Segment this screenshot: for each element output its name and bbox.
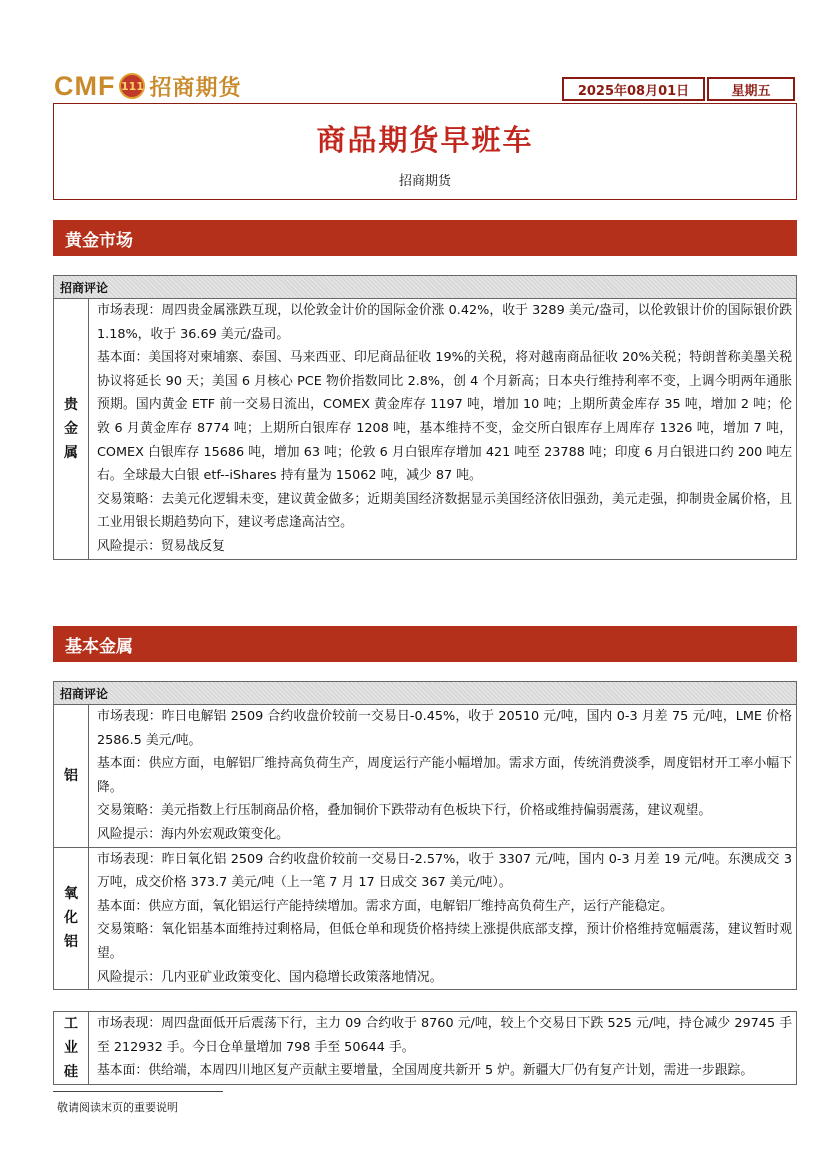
- paragraph-fundamentals: 基本面：供应方面，电解铝厂维持高负荷生产，周度运行产能小幅增加。需求方面，传统消费淡季，周度铝材开工率小幅下降。: [97, 756, 792, 795]
- row-label-alumina: 氧 化 铝: [54, 847, 89, 990]
- report-date: 2025年08月01日: [562, 77, 705, 101]
- footer-divider: [53, 1091, 223, 1092]
- paragraph-risk: 风险提示：海内外宏观政策变化。: [97, 826, 289, 842]
- section-title-base-metals: 基本金属: [53, 626, 797, 662]
- section-title-gold: 黄金市场: [53, 220, 797, 256]
- comment-table-gold: [53, 298, 797, 560]
- paragraph-risk: 风险提示：几内亚矿业政策变化、国内稳增长政策落地情况。: [97, 969, 443, 985]
- industrial-silicon-clip: [53, 1011, 797, 1085]
- row-body-industrial-silicon: [89, 1012, 797, 1085]
- comment-header-base-metals: 招商评论: [53, 681, 797, 705]
- report-header: [53, 103, 797, 200]
- table-row: [54, 705, 797, 848]
- comment-header-gold: 招商评论: [53, 275, 797, 299]
- table-row: [54, 1012, 797, 1085]
- paragraph-strategy: 交易策略：美元指数上行压制商品价格，叠加铜价下跌带动有色板块下行，价格或维持偏弱震荡，建议观望。: [97, 803, 712, 819]
- table-row: [54, 299, 797, 560]
- paragraph-fundamentals: 基本面：美国将对柬埔寨、泰国、马来西亚、印尼商品征收 19%的关税，将对越南商品征收 20%关税；特朗普称美墨关税协议将延长 90 天；美国 6 月核心 PCE 物价指数同比 2.8%，创 4 个月新高；日本央行维持利率不变，上调今明两年通胀预期。国内黄金 ETF 前一交易日流出，COMEX 黄金库存 1197 吨，增加 10 吨；上期所黄金库存 35 吨，增加 2 吨；伦敦 6 月黄金库存 8774 吨；上期所白银库存 1208 吨，基本维持不变，金交所白银库存上周库存 1326 吨，增加 7 吨，COMEX 白银库存 15686 吨，增加 63 吨；伦敦 6 月白银库存增加 421 吨至 23788 吨；印度 6 月白银进口约 200 吨左右。全球最大白银 etf--iShares 持有量为 15062 吨，减少 87 吨。: [97, 350, 792, 484]
- paragraph-fundamentals: 基本面：供给端，本周四川地区复产贡献主要增量，全国周度共新开 5 炉。新疆大厂仍有复产计划，需进一步跟踪。: [97, 1063, 754, 1079]
- paragraph-risk: 风险提示：贸易战反复: [97, 538, 225, 554]
- table-row: [54, 847, 797, 990]
- report-subtitle: 招商期货: [398, 174, 451, 189]
- paragraph-market: 市场表现：周四盘面低开后震荡下行，主力 09 合约收于 8760 元/吨，较上个交易日下跌 525 元/吨，持仓减少 29745 手至 212932 手。今日仓单量增加 798 手至 50644 手。: [97, 1016, 792, 1055]
- paragraph-market: 市场表现：周四贵金属涨跌互现，以伦敦金计价的国际金价涨 0.42%，收于 3289 美元/盎司，以伦敦银计价的国际银价跌 1.18%，收于 36.69 美元/盎司。: [97, 303, 792, 342]
- paragraph-market: 市场表现：昨日电解铝 2509 合约收盘价较前一交易日-0.45%，收于 20510 元/吨，国内 0-3 月差 75 元/吨，LME 价格 2586.5 美元/吨。: [97, 709, 792, 748]
- paragraph-strategy: 交易策略：去美元化逻辑未变，建议黄金做多；近期美国经济数据显示美国经济依旧强劲，美元走强，抑制贵金属价格，且工业用银长期趋势向下，建议考虑逢高沽空。: [97, 491, 792, 531]
- row-label-precious-metals: 贵 金 属: [54, 299, 89, 560]
- company-logo: [54, 70, 242, 102]
- logo-cmf-text: CMF: [54, 70, 116, 101]
- row-body-aluminum: [89, 705, 797, 848]
- paragraph-market: 市场表现：昨日氧化铝 2509 合约收盘价较前一交易日-2.57%，收于 3307 元/吨，国内 0-3 月差 19 元/吨。东澳成交 3 万吨，成交价格 373.7 美元/吨（上一笔 7 月 17 日成交 367 美元/吨）。: [97, 851, 792, 891]
- comment-table-silicon: [53, 1011, 797, 1085]
- report-weekday: 星期五: [707, 77, 795, 101]
- logo-cn-text: 招商期货: [149, 75, 242, 101]
- row-label-industrial-silicon: 工 业 硅: [54, 1012, 89, 1085]
- row-label-aluminum: 铝: [54, 705, 89, 848]
- row-body-precious-metals: [89, 299, 797, 560]
- paragraph-strategy: 交易策略：氧化铝基本面维持过剩格局，但低仓单和现货价格持续上涨提供底部支撑，预计价格维持宽幅震荡，建议暂时观望。: [97, 922, 792, 961]
- footer-note: 敬请阅读末页的重要说明: [57, 1101, 178, 1114]
- paragraph-fundamentals: 基本面：供应方面，氧化铝运行产能持续增加。需求方面，电解铝厂维持高负荷生产，运行产能稳定。: [97, 898, 673, 914]
- comment-table-base-metals: [53, 704, 797, 990]
- report-title: 商品期货早班车: [316, 123, 534, 157]
- row-body-alumina: [89, 847, 797, 990]
- logo-mark-icon: 111: [119, 73, 145, 99]
